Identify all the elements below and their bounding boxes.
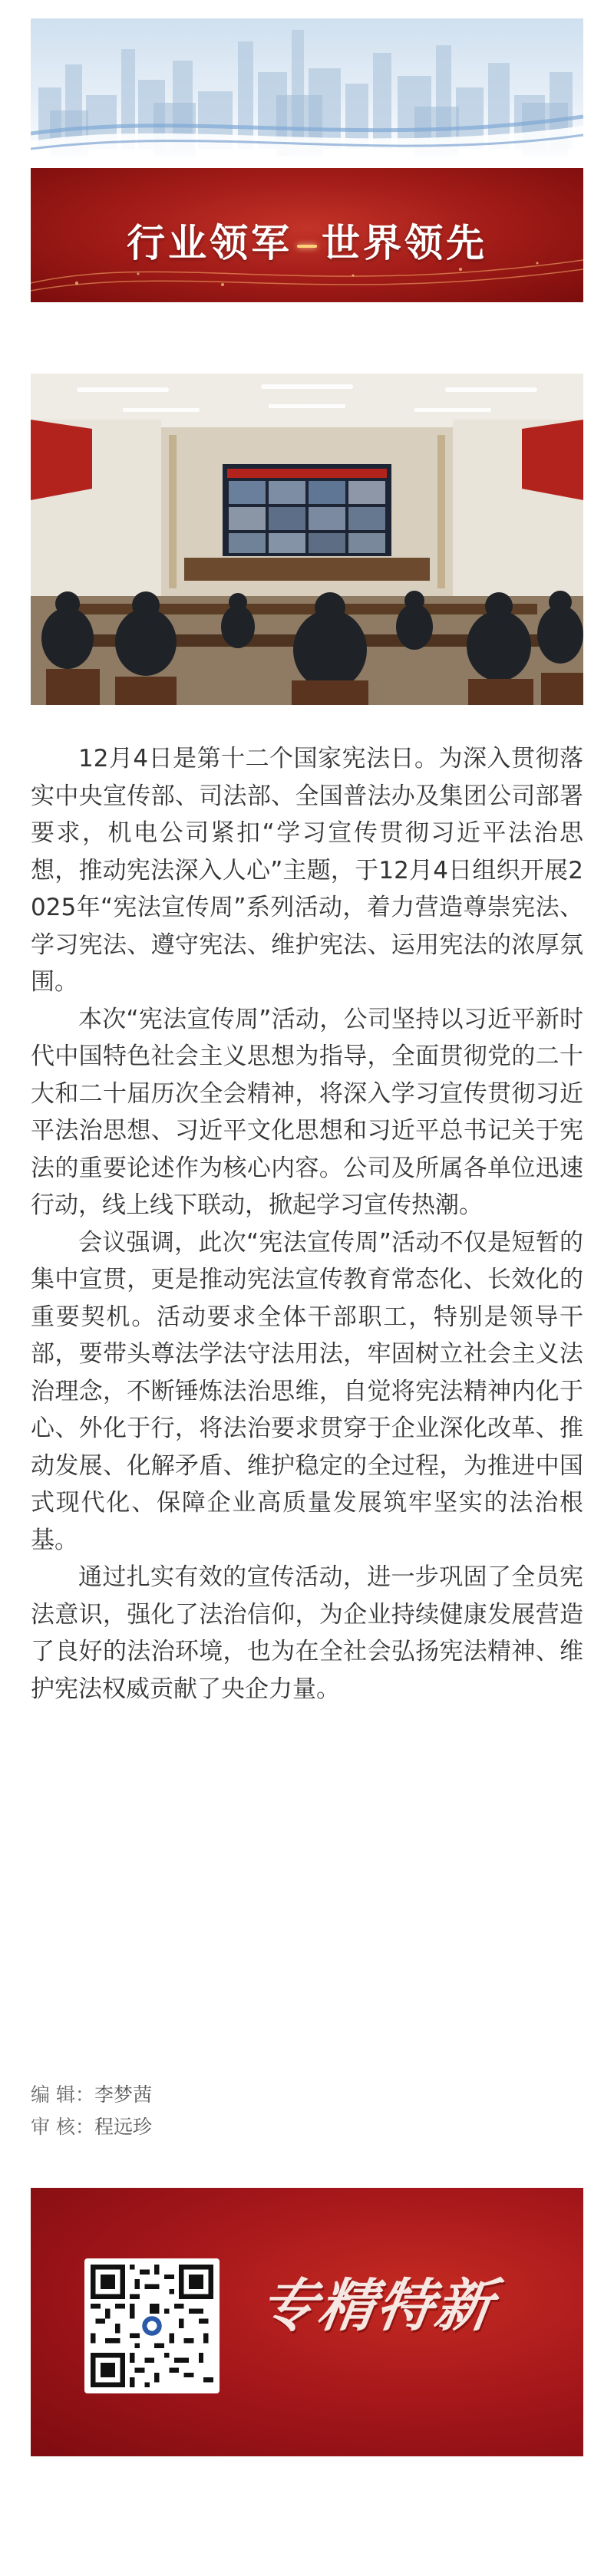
calligraphy-slogan: 专精特新 (256, 2273, 499, 2339)
banner-slogan (31, 212, 583, 268)
editor-label: 编 辑： (31, 2084, 94, 2106)
slogan-panel (31, 168, 583, 302)
reviewer-label: 审 核： (31, 2116, 94, 2138)
slogan-divider (297, 245, 317, 248)
slogan-right: 世界领先 (322, 221, 487, 265)
article-credits (31, 2079, 583, 2143)
article-body (31, 740, 583, 1708)
qr-code-icon[interactable] (84, 2258, 220, 2393)
footer-card (31, 2188, 583, 2456)
article-paragraph: 12月4日是第十二个国家宪法日。为深入贯彻落实中央宣传部、司法部、全国普法办及集团公司部署要求，机电公司紧扣“学习宣传贯彻习近平法治思想，推动宪法深入人心”主题，于12月4日组织开展2025年“宪法宣传周”系列活动，着力营造尊崇宪法、学习宪法、遵守宪法、维护宪法、运用宪法的浓厚氛围。 (31, 745, 583, 996)
meeting-photo (31, 374, 583, 705)
reviewer-credit (31, 2111, 583, 2143)
article-paragraph: 通过扎实有效的宣传活动，进一步巩固了全员宪法意识，强化了法治信仰，为企业持续健康发展营造了良好的法治环境，也为在全社会弘扬宪法精神、维护宪法权威贡献了央企力量。 (31, 1563, 583, 1703)
editor-credit (31, 2079, 583, 2111)
editor-name: 李梦茜 (94, 2084, 152, 2106)
slogan-left: 行业领军 (127, 221, 292, 265)
reviewer-name: 程远珍 (94, 2116, 152, 2138)
city-skyline (31, 18, 583, 168)
header-banner (31, 18, 583, 302)
article-paragraph: 本次“宪法宣传周”活动，公司坚持以习近平新时代中国特色社会主义思想为指导，全面贯彻党的二十大和二十届历次全会精神，将深入学习宣传贯彻习近平法治思想、习近平文化思想和习近平总书记关于宪法的重要论述作为核心内容。公司及所属各单位迅速行动，线上线下联动，掀起学习宣传热潮。 (31, 1005, 583, 1219)
article-paragraph: 会议强调，此次“宪法宣传周”活动不仅是短暂的集中宣贯，更是推动宪法宣传教育常态化、长效化的重要契机。活动要求全体干部职工，特别是领导干部，要带头尊法学法守法用法，牢固树立社会主义法治理念，不断锤炼法治思维，自觉将宪法精神内化于心、外化于行，将法治要求贯穿于企业深化改革、推动发展、化解矛盾、维护稳定的全过程，为推进中国式现代化、保障企业高质量发展筑牢坚实的法治根基。 (31, 1228, 583, 1554)
